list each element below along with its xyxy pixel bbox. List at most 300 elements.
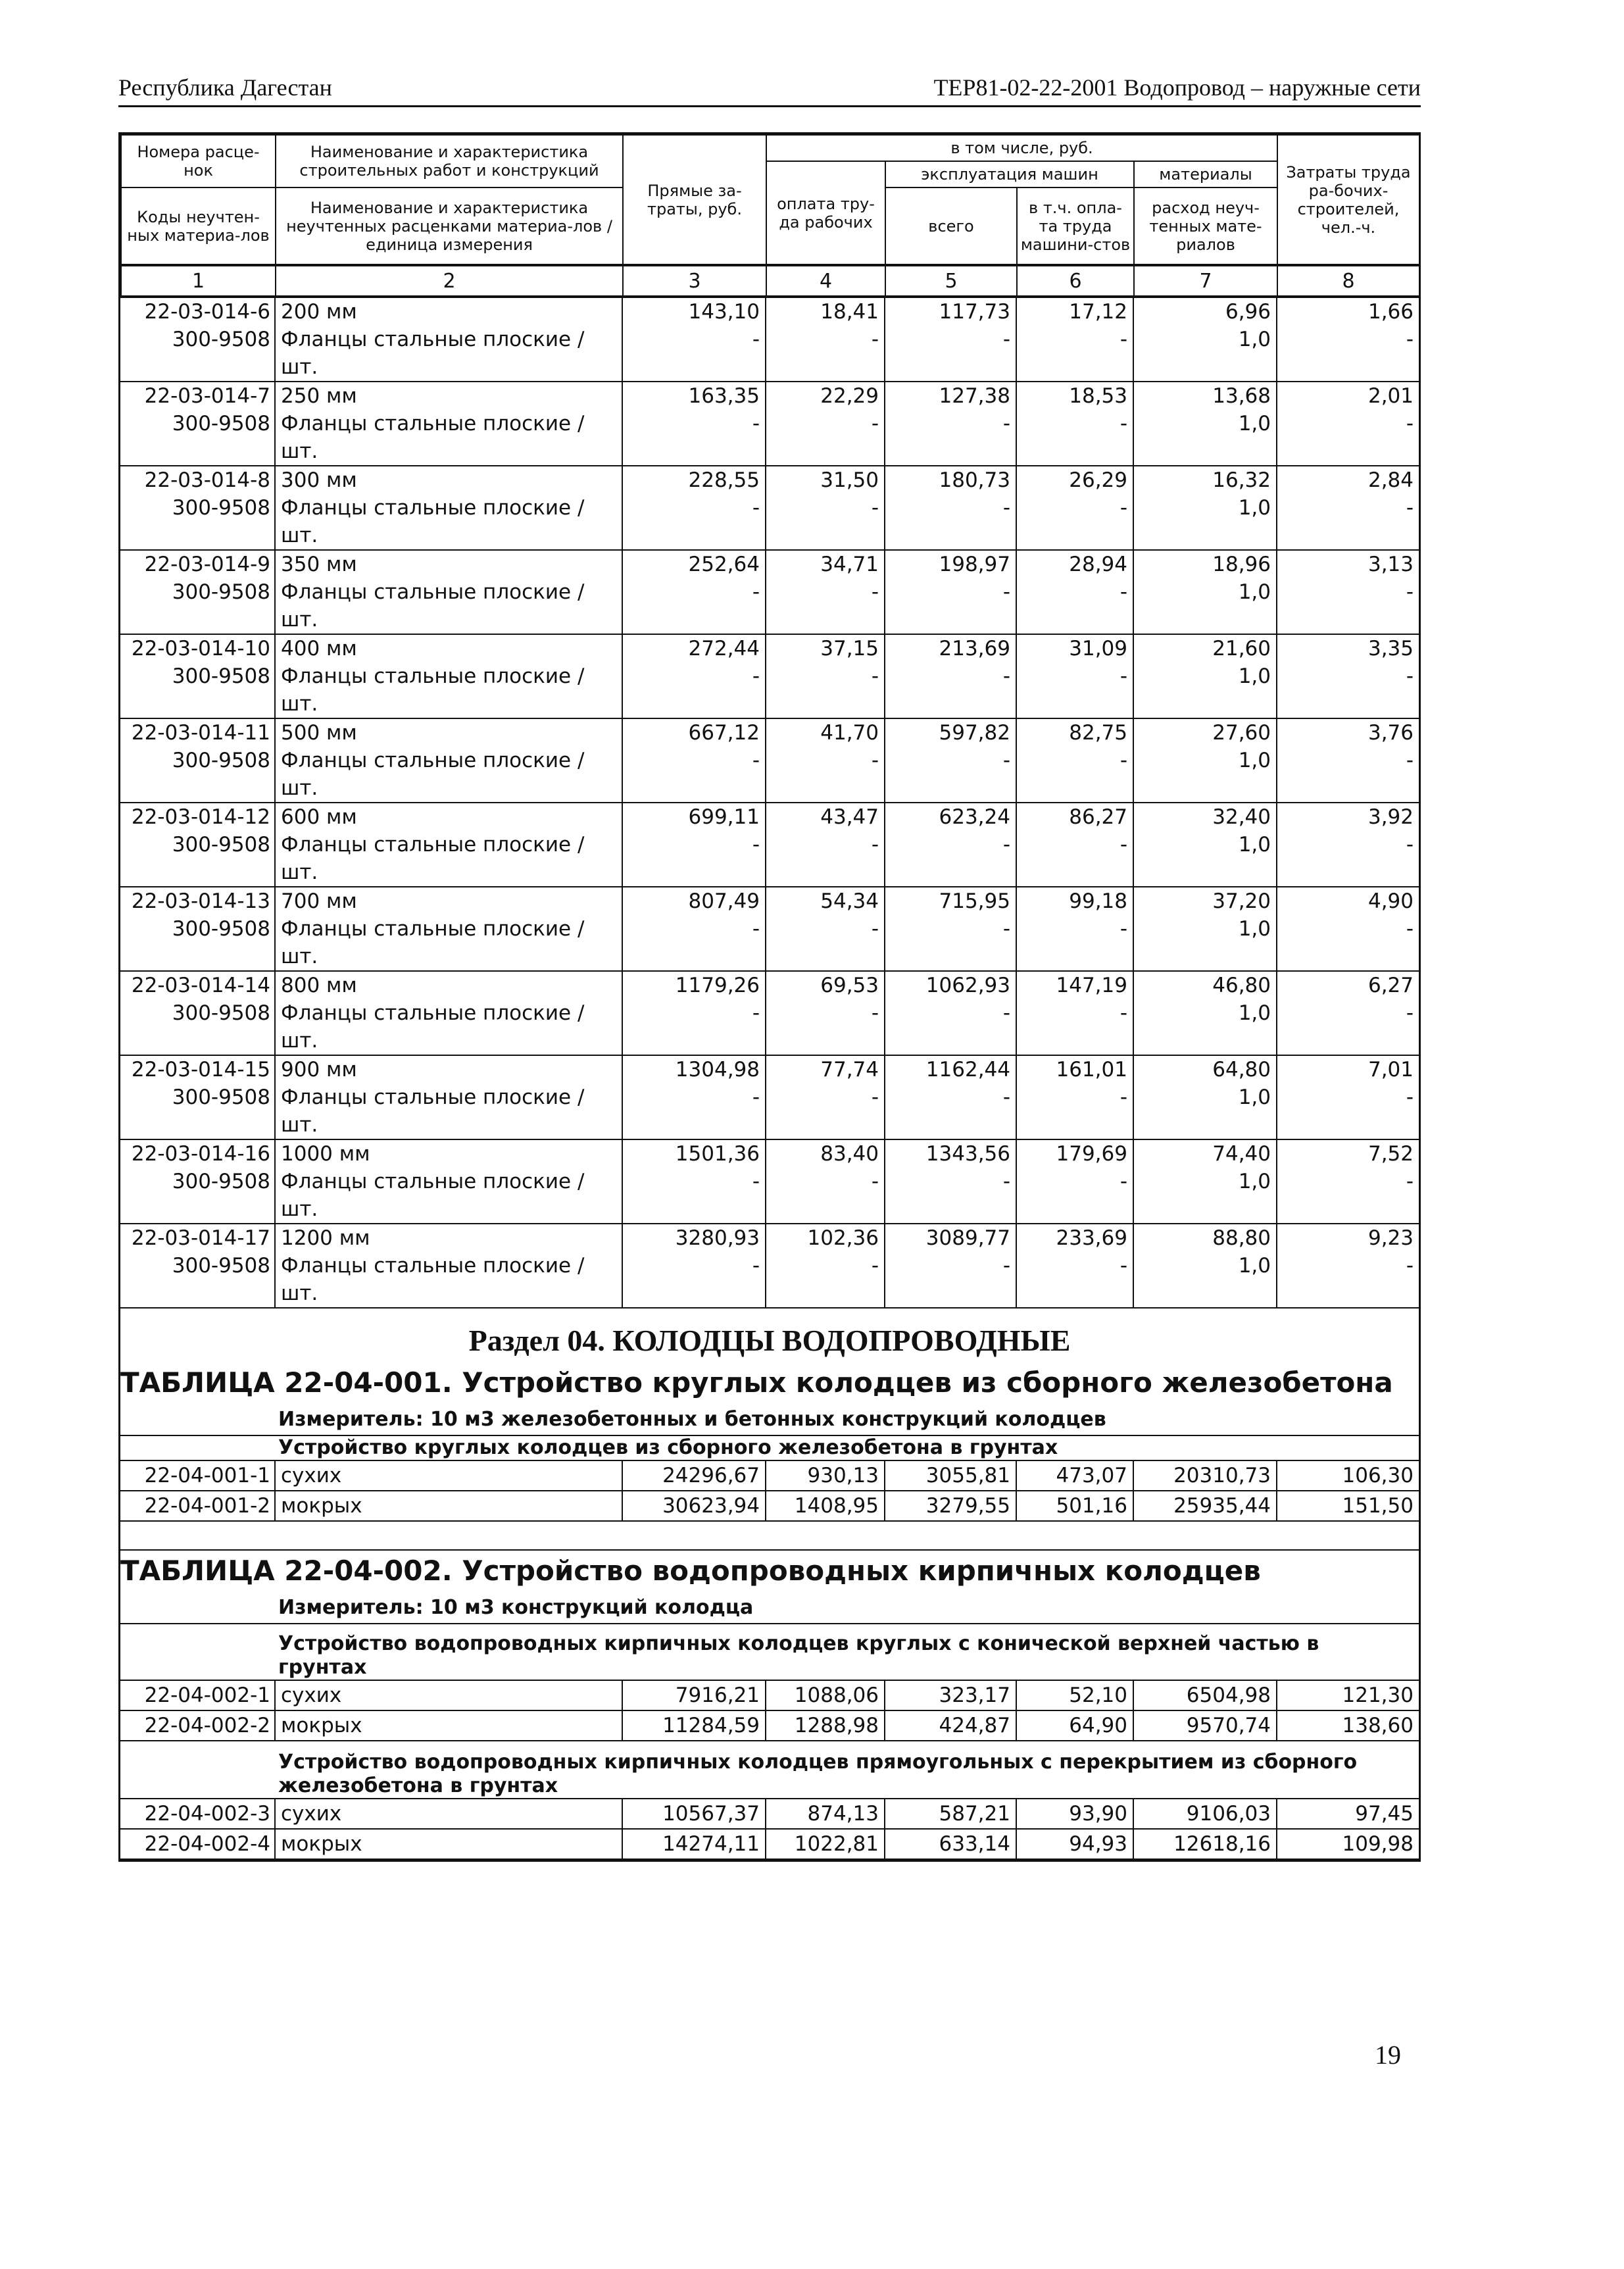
rate-value: 1408,95: [766, 1491, 885, 1521]
rate-value: 930,13: [766, 1461, 885, 1491]
table-row: [120, 1829, 1419, 1859]
empty-cell: [1133, 859, 1277, 887]
col-number: 8: [1277, 265, 1419, 297]
material-value: -: [766, 578, 885, 606]
table-22-04-002-rows-1: [120, 1681, 1419, 1741]
table-row: [120, 382, 1419, 410]
material-unit-row: [120, 353, 1419, 382]
material-name: Фланцы стальные плоские /: [275, 494, 622, 522]
material-row: [120, 494, 1419, 522]
empty-cell: [766, 522, 885, 550]
rate-value: 106,30: [1277, 1461, 1419, 1491]
empty-cell: [1133, 1111, 1277, 1139]
empty-cell: [622, 437, 766, 466]
work-name: 350 мм: [275, 550, 622, 578]
rate-value: 28,94: [1016, 550, 1133, 578]
work-name: 200 мм: [275, 298, 622, 326]
empty-cell: [1277, 690, 1419, 718]
col1-bottom-header: Коды неучтен-ных материа-лов: [121, 187, 276, 265]
rate-value: 7916,21: [622, 1681, 766, 1710]
rate-value: 74,40: [1133, 1139, 1277, 1168]
empty-cell: [885, 774, 1016, 803]
material-row: [120, 747, 1419, 774]
material-value: -: [766, 410, 885, 437]
material-row: [120, 999, 1419, 1027]
rate-value: 20310,73: [1133, 1461, 1277, 1491]
empty-cell: [120, 606, 275, 634]
material-code: 300-9508: [172, 412, 270, 436]
empty-cell: [1277, 859, 1419, 887]
rates-table-frame: [118, 132, 1421, 1862]
material-name: Фланцы стальные плоские /: [275, 999, 622, 1027]
empty-cell: [1016, 690, 1133, 718]
rate-code: 22-04-002-4: [120, 1829, 275, 1859]
work-name: 1200 мм: [275, 1224, 622, 1252]
rate-value: 9,23: [1277, 1224, 1419, 1252]
work-name: 1000 мм: [275, 1139, 622, 1168]
table-row: [120, 803, 1419, 831]
rate-value: 11284,59: [622, 1710, 766, 1741]
empty-cell: [120, 859, 275, 887]
work-name: мокрых: [275, 1491, 622, 1521]
col-number: 7: [1134, 265, 1277, 297]
material-value: 1,0: [1133, 578, 1277, 606]
header-document-code: ТЕР81-02-22-2001 Водопровод – наружные сети: [933, 74, 1421, 101]
material-value: 1,0: [1133, 831, 1277, 859]
material-value: -: [1406, 664, 1414, 688]
material-value: -: [1016, 1252, 1133, 1280]
material-value: 1,0: [1133, 1084, 1277, 1111]
empty-cell: [120, 353, 275, 382]
rate-value: 1062,93: [885, 971, 1016, 999]
empty-cell: [120, 1195, 275, 1224]
table-row: [120, 466, 1419, 494]
empty-cell: [1277, 1195, 1419, 1224]
material-unit: шт.: [275, 1027, 622, 1055]
section-04: [120, 1307, 1419, 1860]
rate-code: 22-03-014-10: [120, 634, 275, 662]
material-value: 1,0: [1133, 326, 1277, 353]
col5-header: всего: [885, 187, 1017, 265]
rate-value: 1343,56: [885, 1139, 1016, 1168]
rate-value: 21,60: [1133, 634, 1277, 662]
material-unit: шт.: [275, 353, 622, 382]
material-name: Фланцы стальные плоские /: [275, 578, 622, 606]
empty-cell: [885, 943, 1016, 971]
material-unit-row: [120, 522, 1419, 550]
rate-value: 16,32: [1133, 466, 1277, 494]
material-value: 1,0: [1133, 662, 1277, 690]
rate-value: 25935,44: [1133, 1491, 1277, 1521]
rate-value: 4,90: [1277, 887, 1419, 915]
rate-value: 13,68: [1133, 382, 1277, 410]
col-number: 5: [885, 265, 1017, 297]
rate-code: 22-03-014-15: [120, 1055, 275, 1084]
rate-value: 121,30: [1277, 1681, 1419, 1710]
material-unit: шт.: [275, 437, 622, 466]
materials-header: материалы: [1134, 161, 1277, 187]
rate-value: 82,75: [1016, 718, 1133, 747]
rate-value: 252,64: [622, 550, 766, 578]
rate-value: 3055,81: [885, 1461, 1016, 1491]
col-number: 4: [766, 265, 885, 297]
rate-value: 228,55: [622, 466, 766, 494]
material-value: -: [766, 915, 885, 943]
rate-code: 22-03-014-8: [120, 466, 275, 494]
rate-value: 715,95: [885, 887, 1016, 915]
rate-code: 22-04-001-1: [120, 1461, 275, 1491]
material-code: 300-9508: [172, 1170, 270, 1193]
col4-header: оплата тру-да рабочих: [766, 161, 885, 265]
material-unit: шт.: [275, 1280, 622, 1307]
table-22-04-002-subtitle-2: Устройство водопроводных кирпичных колодцев прямоугольных с перекрытием из сборного железобетона в грунтах: [120, 1741, 1419, 1799]
rate-value: 3089,77: [885, 1224, 1016, 1252]
rate-code: 22-03-014-16: [120, 1139, 275, 1168]
material-value: -: [1016, 410, 1133, 437]
material-row: [120, 662, 1419, 690]
material-value: -: [885, 410, 1016, 437]
rate-value: 97,45: [1277, 1799, 1419, 1829]
rate-value: 31,50: [766, 466, 885, 494]
rate-value: 6,96: [1133, 298, 1277, 326]
empty-cell: [1277, 943, 1419, 971]
empty-cell: [1016, 1195, 1133, 1224]
material-value: -: [622, 326, 766, 353]
material-name: Фланцы стальные плоские /: [275, 662, 622, 690]
empty-cell: [885, 1027, 1016, 1055]
rate-value: 12618,16: [1133, 1829, 1277, 1859]
material-value: -: [1406, 1170, 1414, 1193]
rate-value: 27,60: [1133, 718, 1277, 747]
empty-cell: [766, 859, 885, 887]
table-22-04-001-rows: [120, 1461, 1419, 1522]
empty-cell: [1133, 943, 1277, 971]
material-value: -: [622, 747, 766, 774]
material-value: -: [1406, 1254, 1414, 1278]
rate-value: 1088,06: [766, 1681, 885, 1710]
rate-code: 22-03-014-9: [120, 550, 275, 578]
rate-value: 874,13: [766, 1799, 885, 1829]
table-row: [120, 718, 1419, 747]
empty-cell: [766, 774, 885, 803]
empty-cell: [1016, 1280, 1133, 1307]
rate-value: 3,13: [1277, 550, 1419, 578]
rate-value: 31,09: [1016, 634, 1133, 662]
rate-value: 22,29: [766, 382, 885, 410]
empty-cell: [885, 437, 1016, 466]
material-name: Фланцы стальные плоские /: [275, 326, 622, 353]
material-value: -: [885, 1084, 1016, 1111]
empty-cell: [766, 606, 885, 634]
table-row: [120, 1710, 1419, 1741]
rate-value: 3,35: [1277, 634, 1419, 662]
material-unit-row: [120, 943, 1419, 971]
rate-value: 138,60: [1277, 1710, 1419, 1741]
material-value: -: [885, 1168, 1016, 1195]
material-row: [120, 410, 1419, 437]
table-22-04-001-measure: Измеритель: 10 м3 железобетонных и бетонных конструкций колодцев: [120, 1405, 1419, 1436]
rate-value: 37,15: [766, 634, 885, 662]
rate-value: 272,44: [622, 634, 766, 662]
material-value: -: [622, 1168, 766, 1195]
empty-cell: [1016, 522, 1133, 550]
rate-value: 198,97: [885, 550, 1016, 578]
rate-code: 22-04-001-2: [120, 1491, 275, 1521]
empty-cell: [766, 690, 885, 718]
material-code: 300-9508: [172, 749, 270, 772]
rate-value: 64,90: [1016, 1710, 1133, 1741]
empty-cell: [1277, 606, 1419, 634]
empty-cell: [766, 1280, 885, 1307]
material-value: -: [622, 831, 766, 859]
table-22-04-002-title: ТАБЛИЦА 22-04-002. Устройство водопроводных кирпичных колодцев: [120, 1549, 1419, 1593]
rate-value: 473,07: [1016, 1461, 1133, 1491]
col-number: 2: [276, 265, 623, 297]
material-value: -: [622, 410, 766, 437]
rate-value: 1304,98: [622, 1055, 766, 1084]
material-value: 1,0: [1133, 410, 1277, 437]
rate-value: 7,01: [1277, 1055, 1419, 1084]
rate-value: 6,27: [1277, 971, 1419, 999]
rate-value: 1501,36: [622, 1139, 766, 1168]
material-value: -: [1406, 833, 1414, 857]
material-unit: шт.: [275, 1111, 622, 1139]
empty-cell: [885, 522, 1016, 550]
material-unit-row: [120, 859, 1419, 887]
empty-cell: [885, 1195, 1016, 1224]
table-row: [120, 298, 1419, 326]
material-code: 300-9508: [172, 917, 270, 941]
material-value: -: [885, 578, 1016, 606]
work-name: 500 мм: [275, 718, 622, 747]
rate-value: 77,74: [766, 1055, 885, 1084]
empty-cell: [885, 353, 1016, 382]
material-code: 300-9508: [172, 1001, 270, 1025]
work-name: сухих: [275, 1461, 622, 1491]
empty-cell: [766, 1027, 885, 1055]
material-value: -: [1016, 1084, 1133, 1111]
rate-code: 22-04-002-2: [120, 1710, 275, 1741]
empty-cell: [120, 1027, 275, 1055]
material-value: 1,0: [1133, 999, 1277, 1027]
empty-cell: [622, 1280, 766, 1307]
material-unit: шт.: [275, 859, 622, 887]
rate-value: 109,98: [1277, 1829, 1419, 1859]
rate-code: 22-03-014-7: [120, 382, 275, 410]
rate-value: 86,27: [1016, 803, 1133, 831]
rate-value: 1162,44: [885, 1055, 1016, 1084]
rate-value: 9570,74: [1133, 1710, 1277, 1741]
rate-value: 41,70: [766, 718, 885, 747]
empty-cell: [1133, 690, 1277, 718]
rate-code: 22-04-002-1: [120, 1681, 275, 1710]
rate-value: 323,17: [885, 1681, 1016, 1710]
empty-cell: [885, 1280, 1016, 1307]
empty-cell: [1016, 774, 1133, 803]
rate-value: 32,40: [1133, 803, 1277, 831]
work-name: 600 мм: [275, 803, 622, 831]
material-value: -: [766, 831, 885, 859]
work-name: сухих: [275, 1681, 622, 1710]
rate-value: 143,10: [622, 298, 766, 326]
rate-value: 88,80: [1133, 1224, 1277, 1252]
rate-code: 22-03-014-13: [120, 887, 275, 915]
rate-value: 597,82: [885, 718, 1016, 747]
col-number: 3: [623, 265, 766, 297]
work-name: 250 мм: [275, 382, 622, 410]
rate-code: 22-03-014-11: [120, 718, 275, 747]
empty-cell: [766, 1195, 885, 1224]
rate-value: 99,18: [1016, 887, 1133, 915]
material-value: -: [885, 662, 1016, 690]
material-row: [120, 1168, 1419, 1195]
work-name: 400 мм: [275, 634, 622, 662]
rate-value: 14274,11: [622, 1829, 766, 1859]
empty-cell: [120, 522, 275, 550]
material-code: 300-9508: [172, 1085, 270, 1109]
rate-value: 807,49: [622, 887, 766, 915]
material-unit-row: [120, 1111, 1419, 1139]
material-name: Фланцы стальные плоские /: [275, 1168, 622, 1195]
rate-value: 10567,37: [622, 1799, 766, 1829]
material-value: -: [1016, 747, 1133, 774]
material-value: -: [1016, 999, 1133, 1027]
column-numbers-row: [121, 265, 1419, 297]
rate-value: 127,38: [885, 382, 1016, 410]
rate-code: 22-04-002-3: [120, 1799, 275, 1829]
material-value: -: [1406, 580, 1414, 604]
rate-value: 117,73: [885, 298, 1016, 326]
material-unit-row: [120, 1280, 1419, 1307]
material-value: -: [1406, 1001, 1414, 1025]
empty-cell: [622, 522, 766, 550]
material-value: -: [885, 915, 1016, 943]
material-unit: шт.: [275, 774, 622, 803]
empty-cell: [622, 606, 766, 634]
material-code: 300-9508: [172, 833, 270, 857]
work-name: сухих: [275, 1799, 622, 1829]
rate-value: 43,47: [766, 803, 885, 831]
empty-cell: [1277, 1027, 1419, 1055]
material-row: [120, 578, 1419, 606]
material-row: [120, 1084, 1419, 1111]
material-value: -: [766, 494, 885, 522]
material-unit-row: [120, 690, 1419, 718]
rate-value: 147,19: [1016, 971, 1133, 999]
material-name: Фланцы стальные плоские /: [275, 915, 622, 943]
rate-value: 161,01: [1016, 1055, 1133, 1084]
material-value: -: [1016, 326, 1133, 353]
material-value: -: [1406, 328, 1414, 351]
work-name: мокрых: [275, 1710, 622, 1741]
material-value: 1,0: [1133, 1252, 1277, 1280]
table-row: [120, 550, 1419, 578]
empty-cell: [120, 943, 275, 971]
rate-value: 180,73: [885, 466, 1016, 494]
material-value: -: [1016, 1168, 1133, 1195]
material-unit: шт.: [275, 522, 622, 550]
material-row: [120, 1252, 1419, 1280]
empty-cell: [1133, 522, 1277, 550]
material-value: -: [885, 1252, 1016, 1280]
empty-cell: [120, 690, 275, 718]
page-number: 19: [1375, 2040, 1401, 2070]
material-unit-row: [120, 774, 1419, 803]
rate-value: 3280,93: [622, 1224, 766, 1252]
rate-code: 22-03-014-17: [120, 1224, 275, 1252]
rate-value: 37,20: [1133, 887, 1277, 915]
empty-cell: [1016, 1027, 1133, 1055]
material-value: -: [1406, 496, 1414, 520]
rate-value: 26,29: [1016, 466, 1133, 494]
material-code: 300-9508: [172, 664, 270, 688]
empty-cell: [1133, 437, 1277, 466]
material-row: [120, 326, 1419, 353]
empty-cell: [1016, 943, 1133, 971]
empty-cell: [1277, 437, 1419, 466]
table-row: [120, 1799, 1419, 1829]
material-unit-row: [120, 1195, 1419, 1224]
empty-cell: [885, 690, 1016, 718]
rate-value: 213,69: [885, 634, 1016, 662]
material-value: 1,0: [1133, 747, 1277, 774]
empty-cell: [1016, 606, 1133, 634]
material-value: -: [766, 662, 885, 690]
rate-value: 30623,94: [622, 1491, 766, 1521]
empty-cell: [622, 1027, 766, 1055]
empty-cell: [1277, 353, 1419, 382]
rate-value: 424,87: [885, 1710, 1016, 1741]
rate-code: 22-03-014-6: [144, 300, 270, 324]
table-22-04-001-title: ТАБЛИЦА 22-04-001. Устройство круглых колодцев из сборного железобетона: [120, 1366, 1393, 1399]
empty-cell: [120, 437, 275, 466]
rate-value: 94,93: [1016, 1829, 1133, 1859]
rate-value: 52,10: [1016, 1681, 1133, 1710]
rate-value: 18,41: [766, 298, 885, 326]
empty-cell: [622, 1195, 766, 1224]
empty-cell: [622, 690, 766, 718]
rate-value: 163,35: [622, 382, 766, 410]
col2-top-header: Наименование и характеристика строительных работ и конструкций: [276, 135, 623, 187]
material-value: -: [622, 1084, 766, 1111]
empty-cell: [885, 606, 1016, 634]
empty-cell: [885, 859, 1016, 887]
rate-value: 633,14: [885, 1829, 1016, 1859]
material-unit: шт.: [275, 1195, 622, 1224]
empty-cell: [120, 774, 275, 803]
work-name: 300 мм: [275, 466, 622, 494]
material-name: Фланцы стальные плоские /: [275, 747, 622, 774]
empty-cell: [766, 943, 885, 971]
empty-cell: [622, 859, 766, 887]
empty-cell: [120, 1280, 275, 1307]
material-name: Фланцы стальные плоские /: [275, 831, 622, 859]
col8-header: Затраты труда ра-бочих-строителей, чел.-ч.: [1277, 135, 1419, 265]
table-row: [120, 1491, 1419, 1521]
empty-cell: [1016, 859, 1133, 887]
rate-code: 22-03-014-12: [120, 803, 275, 831]
col2-bottom-header: Наименование и характеристика неучтенных расценками материа-лов / единица измерения: [276, 187, 623, 265]
col3-header: Прямые за-траты, руб.: [623, 135, 766, 265]
work-name: 700 мм: [275, 887, 622, 915]
col1-top-header: Номера расце-нок: [121, 135, 276, 187]
work-name: 900 мм: [275, 1055, 622, 1084]
rate-value: 501,16: [1016, 1491, 1133, 1521]
material-unit-row: [120, 1027, 1419, 1055]
rate-value: 93,90: [1016, 1799, 1133, 1829]
table-row: [120, 1461, 1419, 1491]
material-value: -: [622, 999, 766, 1027]
